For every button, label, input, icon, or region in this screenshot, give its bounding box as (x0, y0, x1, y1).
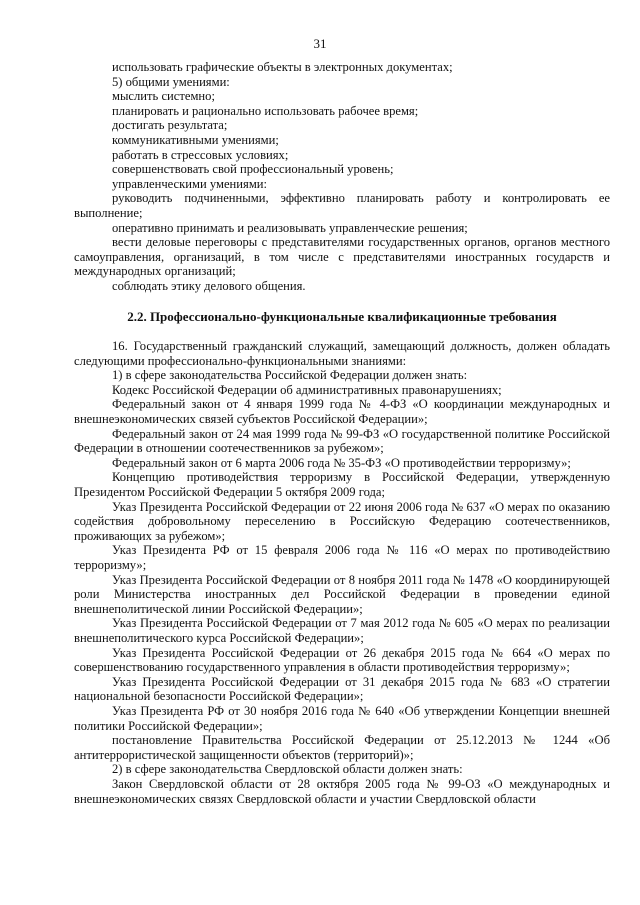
paragraph: Указ Президента Российской Федерации от 22 июня 2006 года № 637 «О мерах по оказанию содействия добровольному переселению в Российскую Федерацию соотечественников, проживающих за рубежом»; (74, 499, 610, 543)
paragraph: руководить подчиненными, эффективно планировать работу и контролировать ее выполнение; (74, 191, 610, 220)
paragraph: Федеральный закон от 6 марта 2006 года № 35-ФЗ «О противодействии терроризму»; (112, 455, 571, 470)
paragraph: постановление Правительства Российской Федерации от 25.12.2013 № 1244 «Об антитеррористической защищенности объектов (территорий)»; (74, 733, 610, 762)
paragraph: Указ Президента Российской Федерации от 26 декабря 2015 года № 664 «О мерах по совершенствованию государственного управления в области противодействия терроризму»; (74, 645, 610, 675)
paragraph: оперативно принимать и реализовывать управленческие решения; (112, 220, 468, 235)
paragraph: Кодекс Российской Федерации об административных правонарушениях; (112, 382, 502, 397)
paragraph: Указ Президента РФ от 15 февраля 2006 года № 116 «О мерах по противодействию терроризму»; (74, 543, 610, 572)
paragraph: 2) в сфере законодательства Свердловской области должен знать: (112, 762, 463, 777)
paragraph: Закон Свердловской области от 28 октября 2005 года № 99-ОЗ «О международных и внешнеэкономических связях Свердловской области и участии Свердловской области (74, 776, 610, 806)
skills-list (74, 60, 610, 294)
paragraph: совершенствовать свой профессиональный уровень; (112, 162, 394, 177)
paragraph: 16. Государственный гражданский служащий, замещающий должность, должен обладать следующими профессионально-функциональными знаниями: (74, 339, 610, 368)
paragraph: планировать и рационально использовать рабочее время; (112, 103, 419, 118)
requirements-list (74, 339, 610, 806)
paragraph: управленческими умениями: (112, 176, 268, 191)
paragraph: вести деловые переговоры с представителями государственных органов, органов местного самоуправления, организаций, в том числе с представителями иностранных государств и международных организаций; (74, 235, 610, 279)
paragraph: 1) в сфере законодательства Российской Федерации должен знать: (112, 368, 468, 383)
section-heading: 2.2. Профессионально-функциональные квалификационные требования (127, 308, 557, 324)
paragraph: Федеральный закон от 4 января 1999 года № 4-ФЗ «О координации международных и внешнеэкономических связей субъектов Российской Федерации»; (74, 397, 610, 427)
paragraph: Концепцию противодействия терроризму в Российской Федерации, утвержденную Президентом Российской Федерации 5 октября 2009 года; (74, 470, 610, 500)
paragraph: использовать графические объекты в электронных документах; (112, 60, 453, 74)
paragraph: Указ Президента Российской Федерации от 31 декабря 2015 года № 683 «О стратегии национальной безопасности Российской Федерации»; (74, 674, 610, 704)
paragraph: Федеральный закон от 24 мая 1999 года № 99-ФЗ «О государственной политике Российской Федерации в отношении соотечественников за рубежом»; (74, 426, 610, 456)
paragraph: Указ Президента РФ от 30 ноября 2016 года № 640 «Об утверждении Концепции внешней политики Российской Федерации»; (74, 703, 610, 733)
paragraph: 5) общими умениями: (112, 74, 230, 89)
paragraph: достигать результата; (112, 118, 228, 133)
paragraph: мыслить системно; (112, 89, 215, 104)
paragraph: коммуникативными умениями; (112, 132, 279, 147)
paragraph: работать в стрессовых условиях; (112, 147, 289, 162)
paragraph: соблюдать этику делового общения. (112, 278, 306, 293)
paragraph: Указ Президента Российской Федерации от 8 ноября 2011 года № 1478 «О координирующей роли Министерства иностранных дел Российской Федерации в проведении единой внешнеполитической линии Российской Федерации»; (74, 572, 610, 616)
page-number: 31 (313, 36, 327, 51)
document-body (74, 60, 610, 806)
paragraph: Указ Президента Российской Федерации от 7 мая 2012 года № 605 «О мерах по реализации внешнеполитического курса Российской Федерации»; (74, 616, 610, 645)
